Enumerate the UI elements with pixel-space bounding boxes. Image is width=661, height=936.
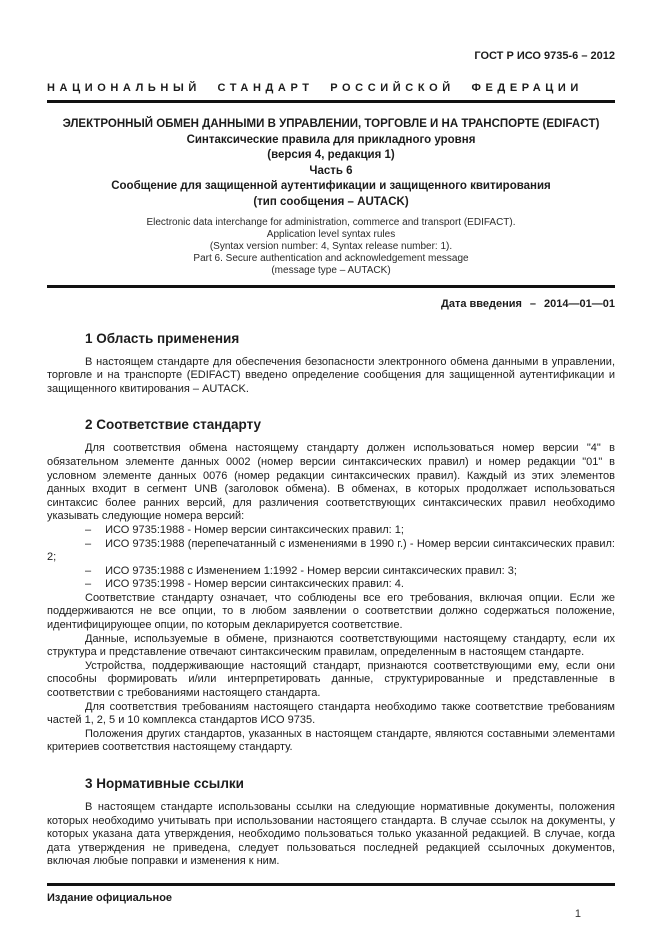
list-item xyxy=(47,538,615,565)
list-item-text: ИСО 9735:1998 - Номер версии синтаксических правил: 4. xyxy=(105,578,404,591)
list-item xyxy=(47,578,615,592)
title-en-line-1: Electronic data interchange for administration, commerce and transport (EDIFACT). xyxy=(146,216,516,228)
introduction-date-label: Дата введения xyxy=(440,297,522,310)
title-ru-line-6: (тип сообщения – AUTACK) xyxy=(253,195,409,208)
federation-header: НАЦИОНАЛЬНЫЙ СТАНДАРТ РОССИЙСКОЙ ФЕДЕРАЦИИ xyxy=(47,82,583,94)
header-rule xyxy=(47,100,615,103)
list-item xyxy=(47,524,615,538)
list-marker: – xyxy=(85,537,92,550)
title-en-line-3: (Syntax version number: 4, Syntax release number: 1). xyxy=(209,240,453,252)
edition-note: Издание официальное xyxy=(47,891,173,904)
section-1-paragraph: В настоящем стандарте для обеспечения безопасности электронного обмена данными в управлении, торговле и на транспорте (EDIFACT) введено определение сообщения для защищенной аутентификации и защищенного квитирования – AUTACK. xyxy=(47,355,615,395)
section-2-paragraph: Для соответствия требованиям настоящего стандарта необходимо также соответствие требованиям частей 1, 2, 5 и 10 комплекса стандартов ИСО 9735. xyxy=(47,700,615,727)
section-2-intro-paragraph: Для соответствия обмена настоящему стандарту должен использоваться номер версии "4" в обязательном элементе данных 0002 (номер версии синтаксических правил) и номер редакции "01" в условном элементе данных 0076 (номер редакции синтаксических правил). Каждый из этих элементов данных входит в сегмент UNB (заголовок обмена). В обменах, в которых продолжает использоваться синтаксис более ранних версий, для различения соответствующих синтаксических правил необходимо указывать следующие номера версий: xyxy=(47,442,615,523)
section-2-paragraph: Данные, используемые в обмене, признаются соответствующими настоящему стандарту, если их структура и представление отвечают синтаксическим правилам, определенным в настоящем стандарте. xyxy=(47,632,615,659)
section-2-paragraph: Устройства, поддерживающие настоящий стандарт, признаются соответствующими ему, если они способны формировать и/или интерпретировать данные, структурированные и представленные в соответствии с требованиями настоящего стандарта. xyxy=(47,659,615,700)
list-item xyxy=(47,565,615,579)
list-marker: – xyxy=(85,578,92,591)
title-ru-line-2: Синтаксические правила для прикладного уровня xyxy=(186,133,476,146)
title-rule xyxy=(47,285,615,288)
title-ru-line-1: ЭЛЕКТРОННЫЙ ОБМЕН ДАННЫМИ В УПРАВЛЕНИИ, ТОРГОВЛЕ И НА ТРАНСПОРТЕ (EDIFACT) xyxy=(62,118,600,130)
list-item-text: ИСО 9735:1988 - Номер версии синтаксических правил: 1; xyxy=(105,523,404,536)
list-item-text: ИСО 9735:1988 (перепечатанный с изменениями в 1990 г.) - Номер версии синтаксических правил: 2; xyxy=(47,537,615,564)
page-number: 1 xyxy=(574,907,581,920)
doc-number: ГОСТ Р ИСО 9735-6 – 2012 xyxy=(474,50,615,62)
title-russian xyxy=(47,117,615,211)
section-1-heading: 1 Область применения xyxy=(85,330,240,346)
title-en-line-5: (message type – AUTACK) xyxy=(271,265,391,277)
footer-rule xyxy=(47,883,615,886)
title-ru-line-5: Сообщение для защищенной аутентификации и защищенного квитирования xyxy=(111,180,551,193)
list-marker: – xyxy=(85,523,92,536)
title-ru-line-4: Часть 6 xyxy=(309,164,353,177)
introduction-date-separator: – xyxy=(529,297,537,310)
title-ru-line-3: (версия 4, редакция 1) xyxy=(267,149,395,162)
introduction-date-value: 2014—01—01 xyxy=(544,297,615,310)
section-2-paragraph: Соответствие стандарту означает, что соблюдены все его требования, включая опции. Если же поддерживаются не все опции, то в любом заявлении о соответствии должно содержаться положение, идентифицирующее опции, по которым декларируется соответствие. xyxy=(47,591,615,632)
introduction-date xyxy=(47,298,615,310)
title-en-line-4: Part 6. Secure authentication and acknowledgement message xyxy=(193,253,469,265)
section-3-paragraph: В настоящем стандарте использованы ссылки на следующие нормативные документы, положения которых необходимо учитывать при использовании настоящего стандарта. В случае ссылок на документы, у которых указана дата утверждения, необходимо пользоваться только указанной редакцией. В случае, когда дата утверждения не приведена, следует пользоваться последней редакцией ссылочных документов, включая любые поправки и изменения к ним. xyxy=(47,801,615,868)
section-2-heading: 2 Соответствие стандарту xyxy=(85,417,262,433)
section-2-paragraph: Положения других стандартов, указанных в настоящем стандарте, являются составными элементами критериев соответствия настоящему стандарту. xyxy=(47,727,615,754)
list-marker: – xyxy=(85,564,92,577)
list-item-text: ИСО 9735:1988 с Изменением 1:1992 - Номер версии синтаксических правил: 3; xyxy=(105,564,517,577)
title-english xyxy=(47,217,615,278)
title-en-line-2: Application level syntax rules xyxy=(266,228,396,240)
section-3-heading: 3 Нормативные ссылки xyxy=(85,776,244,792)
